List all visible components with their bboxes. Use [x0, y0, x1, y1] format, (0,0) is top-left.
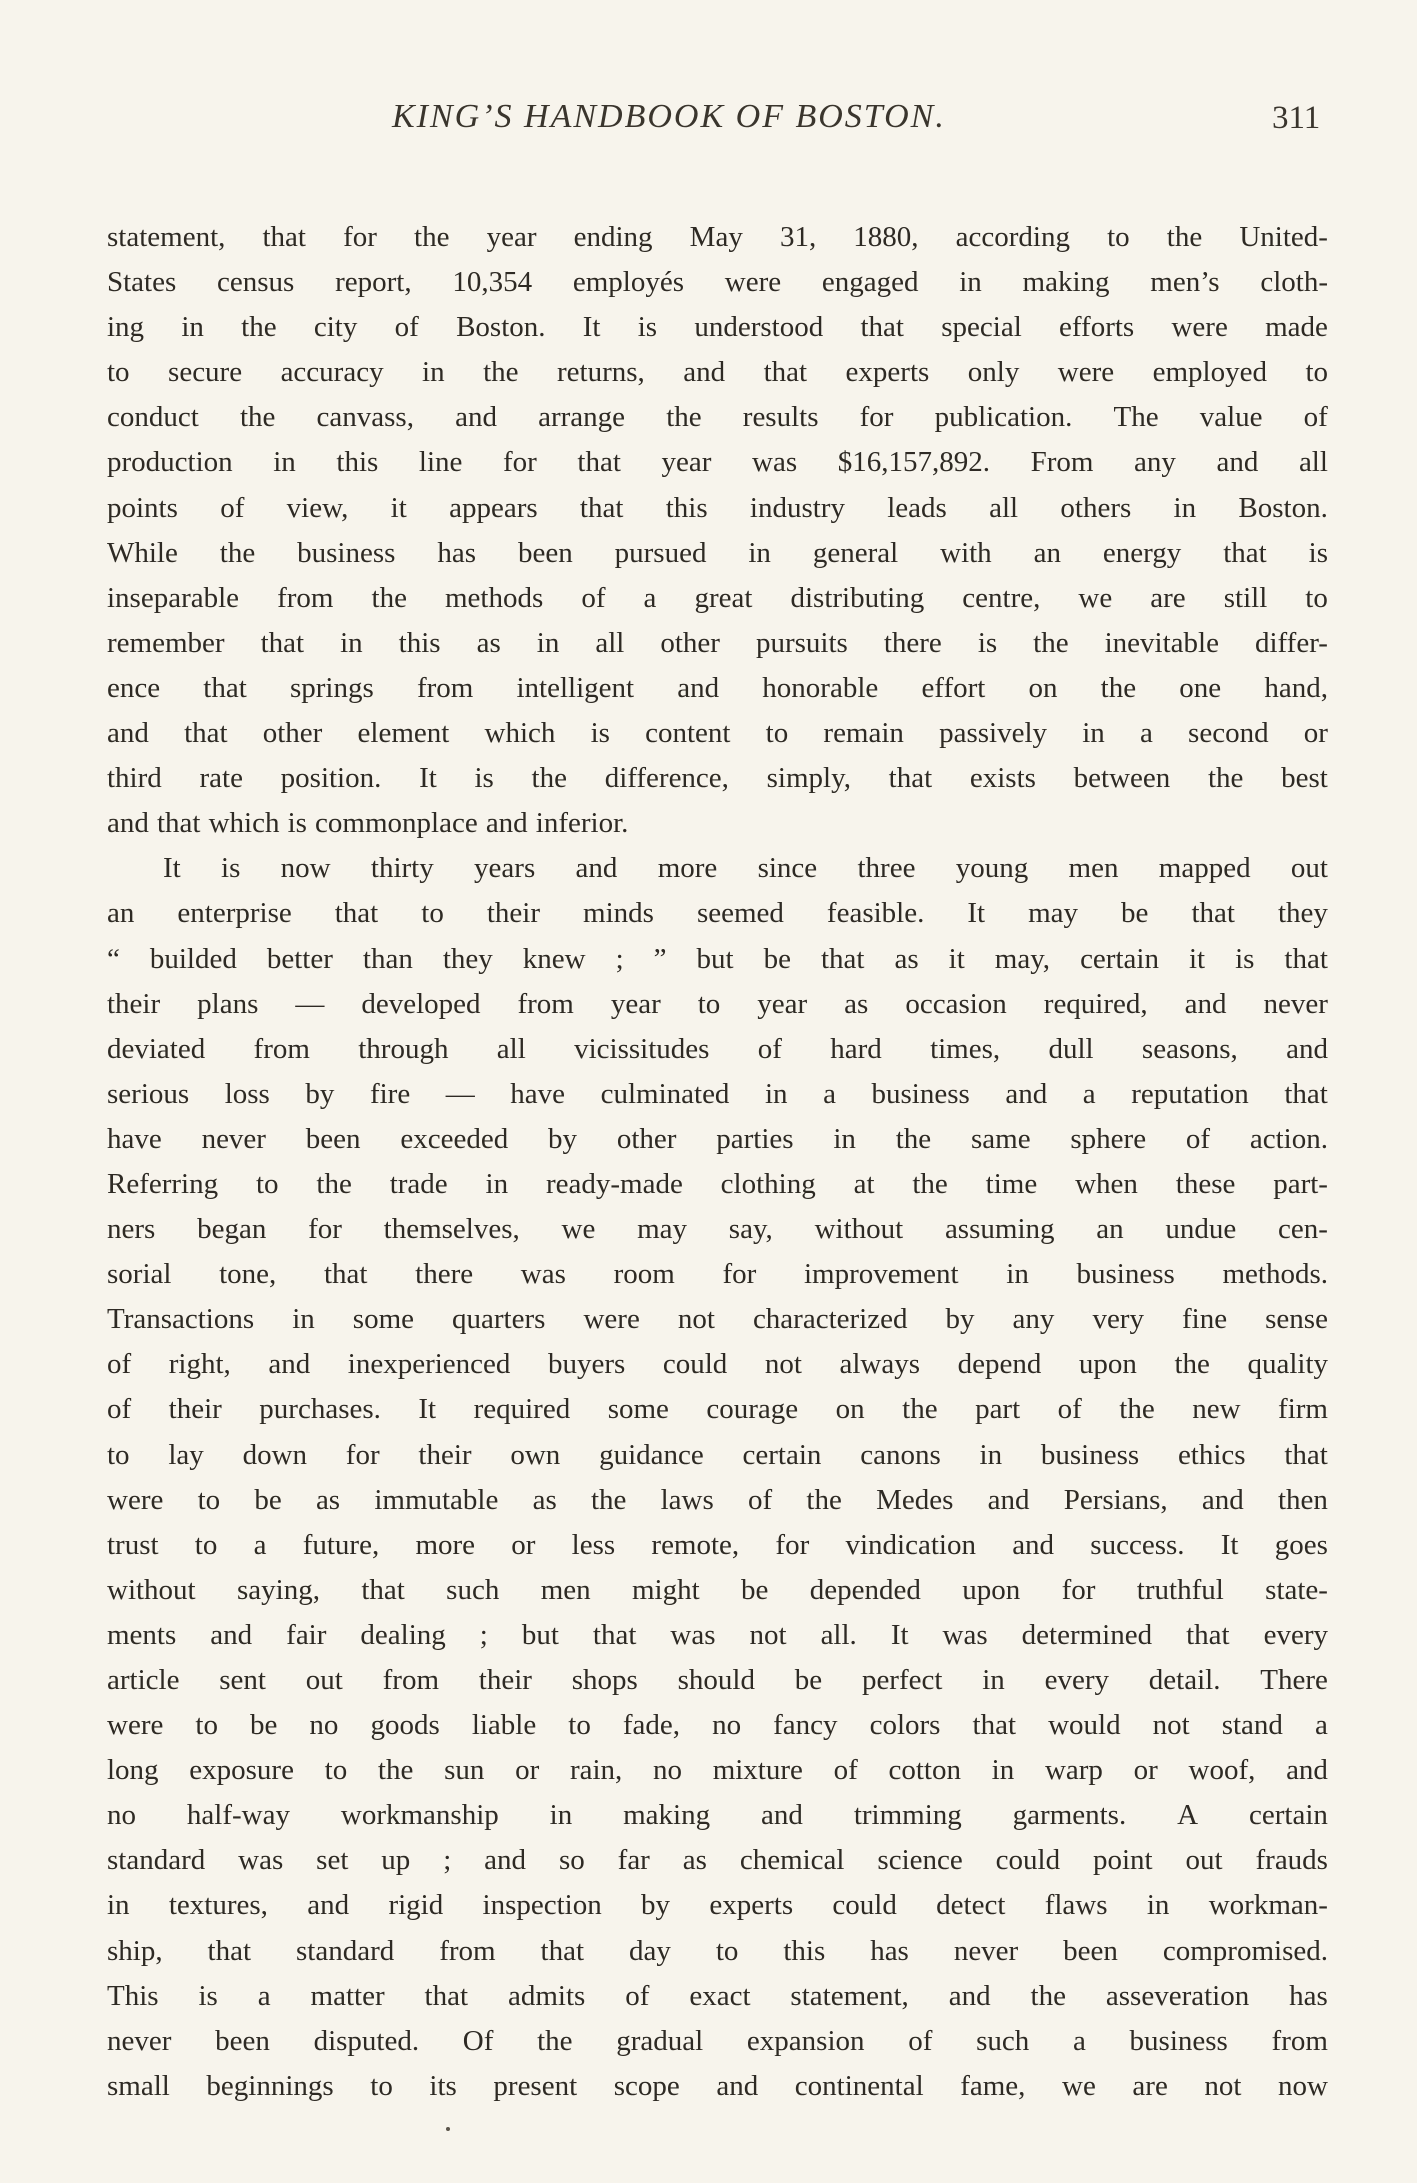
text-line: to secure accuracy in the returns, and that experts only were employed to — [107, 356, 1328, 389]
page-number: 311 — [1272, 100, 1321, 136]
text-line: conduct the canvass, and arrange the results for publication. The value of — [107, 401, 1328, 434]
text-line: This is a matter that admits of exact statement, and the asseveration has — [107, 1979, 1328, 2012]
text-line: trust to a future, more or less remote, for vindication and success. It goes — [107, 1528, 1328, 1561]
text-line: It is now thirty years and more since three young men mapped out — [163, 852, 1328, 885]
text-line: production in this line for that year was $16,157,892. From any and all — [107, 446, 1328, 479]
text-line: have never been exceeded by other parties in the same sphere of action. — [107, 1122, 1328, 1155]
text-line: While the business has been pursued in general with an energy that is — [107, 536, 1328, 569]
body-text — [107, 215, 1328, 2109]
text-line: small beginnings to its present scope and continental fame, we are not now — [107, 2069, 1328, 2102]
text-line: never been disputed. Of the gradual expansion of such a business from — [107, 2024, 1328, 2057]
text-line: in textures, and rigid inspection by experts could detect flaws in workman- — [107, 1889, 1328, 1922]
text-line: third rate position. It is the difference, simply, that exists between the best — [107, 762, 1328, 795]
text-line: Referring to the trade in ready-made clothing at the time when these part- — [107, 1167, 1328, 1200]
text-line: ments and fair dealing ; but that was not all. It was determined that every — [107, 1618, 1328, 1651]
text-line: their plans — developed from year to year as occasion required, and never — [107, 987, 1328, 1020]
text-line: an enterprise that to their minds seemed feasible. It may be that they — [107, 897, 1328, 930]
paragraph — [107, 215, 1328, 846]
text-line: of their purchases. It required some courage on the part of the new firm — [107, 1393, 1328, 1426]
running-title: KING’S HANDBOOK OF BOSTON. — [392, 98, 946, 135]
text-line: no half-way workmanship in making and trimming garments. A certain — [107, 1799, 1328, 1832]
text-line: article sent out from their shops should be perfect in every detail. There — [107, 1664, 1328, 1696]
text-line: of right, and inexperienced buyers could not always depend upon the quality — [107, 1348, 1328, 1381]
text-line: were to be as immutable as the laws of the Medes and Persians, and then — [107, 1483, 1328, 1516]
text-line: were to be no goods liable to fade, no fancy colors that would not stand a — [107, 1709, 1328, 1742]
text-line: “ builded better than they knew ; ” but be that as it may, certain it is that — [107, 942, 1328, 975]
paper-speck — [446, 2127, 450, 2131]
text-line: Transactions in some quarters were not characterized by any very fine sense — [107, 1303, 1328, 1336]
text-line: inseparable from the methods of a great distributing centre, we are still to — [107, 581, 1328, 614]
text-line: without saying, that such men might be depended upon for truthful state- — [107, 1573, 1328, 1606]
text-line: and that other element which is content to remain passively in a second or — [107, 717, 1328, 750]
paragraph — [107, 846, 1328, 2109]
text-line: to lay down for their own guidance certain canons in business ethics that — [107, 1438, 1328, 1471]
text-line: points of view, it appears that this industry leads all others in Boston. — [107, 491, 1328, 524]
text-line: and that which is commonplace and inferior. — [107, 807, 629, 840]
text-line: deviated from through all vicissitudes of hard times, dull seasons, and — [107, 1032, 1328, 1065]
text-line: ners began for themselves, we may say, without assuming an undue cen- — [107, 1213, 1328, 1246]
text-line: long exposure to the sun or rain, no mixture of cotton in warp or woof, and — [107, 1754, 1328, 1787]
text-line: ence that springs from intelligent and honorable effort on the one hand, — [107, 671, 1328, 704]
text-line: serious loss by fire — have culminated in a business and a reputation that — [107, 1077, 1328, 1110]
text-line: ing in the city of Boston. It is understood that special efforts were made — [107, 311, 1328, 344]
text-line: statement, that for the year ending May 31, 1880, according to the United- — [107, 221, 1328, 253]
text-line: standard was set up ; and so far as chemical science could point out frauds — [107, 1844, 1328, 1877]
text-line: States census report, 10,354 employés were engaged in making men’s cloth- — [107, 266, 1328, 299]
text-line: remember that in this as in all other pursuits there is the inevitable differ- — [107, 626, 1328, 659]
text-line: sorial tone, that there was room for improvement in business methods. — [107, 1258, 1328, 1291]
page-header — [0, 98, 1417, 148]
text-line: ship, that standard from that day to this has never been compromised. — [107, 1934, 1328, 1967]
